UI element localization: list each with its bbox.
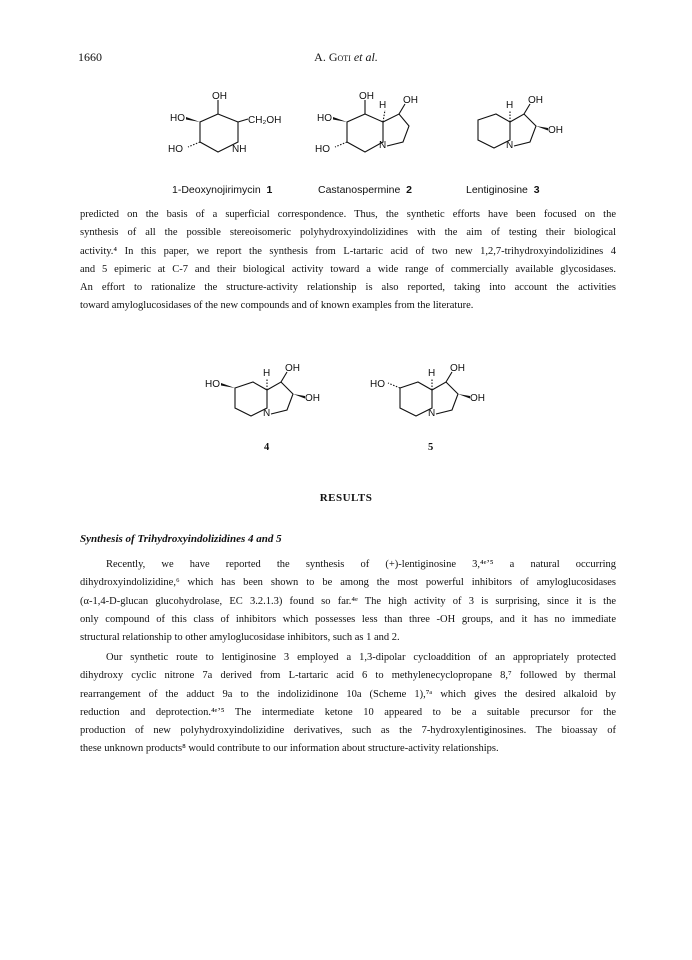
s2-label-oh-top: OH — [359, 91, 374, 102]
paragraph-line: toward amyloglucosidases of the new compounds and of known examples from the literature. — [80, 300, 474, 312]
structure-4 — [205, 358, 335, 438]
caption-name: 1-Deoxynojirimycin — [172, 184, 261, 196]
paragraph-line: structural relationship to other amyloglucosidase inhibitors, such as 1 and 2. — [80, 632, 400, 644]
structure-5 — [370, 358, 500, 438]
caption-lentiginosine — [466, 184, 540, 196]
caption-number: 1 — [266, 184, 273, 196]
s3-label-h: H — [506, 100, 514, 111]
authors-suffix: et al. — [350, 50, 378, 64]
s4-label-h: H — [263, 368, 271, 379]
s2-label-ho-left: HO — [317, 113, 332, 124]
structure-castanospermine — [305, 90, 445, 170]
paragraph-line: Our synthetic route to lentiginosine 3 employed a 1,3-dipolar cycloaddition of an appropriately protected — [106, 652, 616, 663]
caption-name: Lentiginosine — [466, 184, 528, 196]
s1-label-ho-left: HO — [170, 113, 185, 124]
paragraph-line: synthesis of all the possible stereoisomeric polyhydroxyindolizidines with the aim of testing their biological — [80, 227, 616, 239]
paragraph-line: only compound of this class of inhibitors which possesses less than three -OH groups, and it has no immediate — [80, 613, 616, 625]
paragraph-line: production of new polyhydroxyindolizidine derivatives, such as the 7-hydroxylentiginosines. The bioassay of — [80, 725, 616, 737]
s2-label-oh-right: OH — [403, 95, 418, 106]
caption-number: 3 — [533, 184, 540, 196]
caption-castanospermine — [318, 184, 412, 196]
section-heading-results: RESULTS — [319, 492, 373, 504]
paragraph-line: rearrangement of the adduct 9a to the indolizidinone 10a (Scheme 1),⁷ᵃ which gives the desired alkaloid by — [80, 688, 616, 700]
s5-label-ho: HO — [370, 379, 385, 390]
s1-label-oh-top: OH — [212, 91, 227, 102]
structure-1-deoxynojirimycin — [160, 90, 300, 170]
compound-number-5: 5 — [428, 442, 434, 453]
paragraph-line: (α-1,4-D-glucan glucohydrolase, EC 3.2.1.3) found so far.⁴ᵉ The high activity of 3 is surprising, since it is the — [80, 595, 616, 607]
authors-prefix: A. — [314, 50, 329, 64]
s1-label-ho-bottom: HO — [168, 144, 183, 155]
s4-label-n: N — [263, 408, 271, 419]
paragraph-line: An effort to rationalize the structure-activity relationship is also reported, taking into account the activities — [80, 282, 616, 294]
paragraph-line: activity.⁴ In this paper, we report the synthesis from L-tartaric acid of two new 1,2,7-trihydroxyindolizidines 4 — [80, 245, 616, 257]
compound-number-4: 4 — [264, 442, 270, 453]
paragraph-line: dihydroxyindolizidine,⁶ which has been shown to be among the most powerful inhibitors of amyloglucosidases — [80, 577, 616, 589]
caption-deoxynojirimycin — [172, 184, 272, 196]
s5-label-h: H — [428, 368, 436, 379]
s3-label-oh-right: OH — [548, 125, 563, 136]
paragraph-introduction — [80, 206, 616, 316]
s1-label-nh: NH — [232, 144, 247, 155]
paragraph-line: predicted on the basis of a superficial correspondence. Thus, the synthetic efforts have been focused on the — [80, 209, 616, 220]
s5-label-oh-right: OH — [470, 393, 485, 404]
caption-name: Castanospermine — [318, 184, 401, 196]
running-header — [0, 50, 692, 65]
s5-label-oh-top: OH — [450, 363, 465, 374]
s4-label-ho: HO — [205, 379, 220, 390]
subsection-heading: Synthesis of Trihydroxyindolizidines 4 and 5 — [80, 533, 282, 545]
s3-label-n: N — [506, 140, 514, 151]
s2-label-h: H — [379, 100, 387, 111]
page-number: 1660 — [78, 50, 102, 64]
paragraph-line: these unknown products⁸ would contribute to our information about structure-activity relationships. — [80, 743, 499, 755]
s5-label-n: N — [428, 408, 436, 419]
authors-name: Goti — [328, 50, 351, 64]
s2-label-n: N — [379, 140, 387, 151]
structure-lentiginosine — [450, 90, 580, 170]
paragraph-lentiginosine — [80, 556, 616, 647]
paragraph-line: and 5 epimeric at C-7 and their biological activity toward a wide range of commercially available glycosidases. — [80, 263, 616, 275]
s4-label-oh-right: OH — [305, 393, 320, 404]
caption-number: 2 — [406, 184, 412, 196]
paragraph-line: reduction and deprotection.⁴ᵉ’⁵ The intermediate ketone 10 appeared to be a suitable precursor for the — [80, 706, 616, 718]
s2-label-ho-bottom: HO — [315, 144, 330, 155]
s1-label-ch2oh: CH₂OH — [248, 115, 282, 126]
paragraph-line: Recently, we have reported the synthesis of (+)-lentiginosine 3,⁴ᵉ’⁵ a natural occurring — [106, 559, 616, 570]
paragraph-line: dihydroxy cyclic nitrone 7a derived from L-tartaric acid 6 to methylenecyclopropane 8,⁷ followed by thermal — [80, 670, 616, 682]
s4-label-oh-top: OH — [285, 363, 300, 374]
s3-label-oh-top: OH — [528, 95, 543, 106]
paragraph-synthetic-route — [80, 649, 616, 759]
